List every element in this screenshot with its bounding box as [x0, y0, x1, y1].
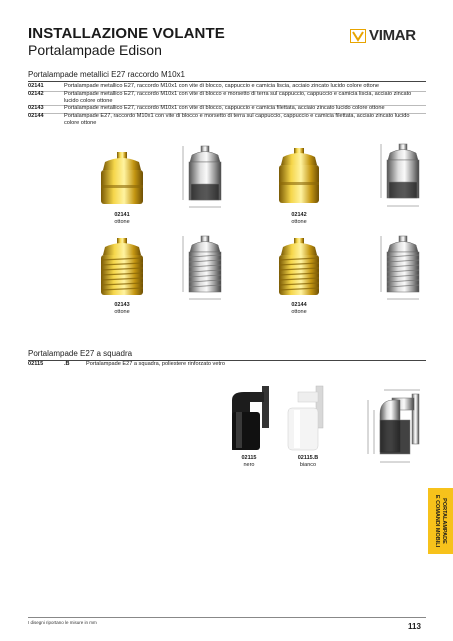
product-code: 02141	[28, 83, 44, 89]
product-code: 02115	[28, 361, 44, 367]
product-caption	[102, 212, 142, 225]
caption-finish: ottone	[291, 218, 307, 225]
section-title-metal: Portalampade metallici E27 raccordo M10x1	[28, 70, 185, 79]
page-number: 113	[408, 622, 421, 631]
product-description: Portalampade E27 a squadra, poliestere rinforzato vetro	[86, 361, 225, 367]
table-row	[28, 361, 426, 368]
caption-color: nero	[243, 461, 255, 468]
lampholder-02144-image	[279, 238, 319, 295]
product-code: 02143	[28, 105, 44, 111]
caption-code: 02115.B	[297, 455, 319, 461]
product-code: 02142	[28, 91, 44, 97]
product-description: Portalampade E27, raccordo M10x1 con vite di blocco e morsetto di terra sul cappuccio, cappuccio e camicia filettata, acciaio zincato lucido colore ottone	[64, 113, 410, 126]
lampholder-02144-drawing	[381, 236, 419, 299]
caption-code: 02143	[114, 302, 130, 308]
caption-color: bianco	[299, 461, 317, 468]
product-caption	[229, 455, 269, 468]
lampholder-02143-image	[101, 238, 143, 295]
product-code: 02144	[28, 113, 44, 119]
caption-code: 02144	[291, 302, 307, 308]
category-side-tab	[428, 488, 453, 554]
lampholder-02141-drawing	[183, 146, 221, 207]
caption-finish: ottone	[114, 218, 130, 225]
caption-code: 02142	[291, 212, 307, 218]
brand-name: VIMAR	[369, 27, 416, 44]
product-description: Portalampade metallico E27, raccordo M10x1 con vite di blocco, cappuccio e camicia liscia, acciaio zincato lucido colore ottone	[64, 83, 379, 89]
caption-code: 02141	[114, 212, 130, 218]
lampholder-02142-image	[279, 148, 319, 203]
section-title-angled: Portalampade E27 a squadra	[28, 349, 133, 358]
page-title: INSTALLAZIONE VOLANTE	[28, 25, 225, 42]
angled-lampholder-black-image	[232, 386, 269, 450]
product-description: Portalampade metallico E27, raccordo M10x1 con vite di blocco e morsetto di terra sul cappuccio, cappuccio e camicia liscia, acciaio zincato lucido colore ottone	[64, 91, 412, 104]
lampholder-02142-drawing	[381, 144, 419, 206]
product-caption	[279, 302, 319, 315]
footer-rule	[28, 617, 426, 618]
lampholder-02141-image	[101, 152, 143, 204]
lampholder-02143-drawing	[183, 236, 221, 299]
caption-finish: ottone	[291, 308, 307, 315]
caption-code: 02115	[241, 455, 257, 461]
product-variant: .B	[64, 361, 70, 367]
product-caption	[288, 455, 328, 468]
product-caption	[279, 212, 319, 225]
angled-lampholder-drawing	[368, 390, 420, 462]
footer-note: I disegni riportano le misure in mm	[28, 620, 97, 625]
side-tab-line2: E COMANDI MOBILI	[434, 494, 441, 548]
side-tab-line1: PORTALAMPADE	[441, 498, 448, 544]
product-description: Portalampade metallico E27, raccordo M10x1 con vite di blocco, cappuccio e camicia filettata, acciaio zincato lucido colore ottone	[64, 105, 385, 111]
page-subtitle: Portalampade Edison	[28, 42, 162, 58]
angled-lampholder-white-image	[288, 386, 323, 450]
product-caption	[102, 302, 142, 315]
caption-finish: ottone	[114, 308, 130, 315]
